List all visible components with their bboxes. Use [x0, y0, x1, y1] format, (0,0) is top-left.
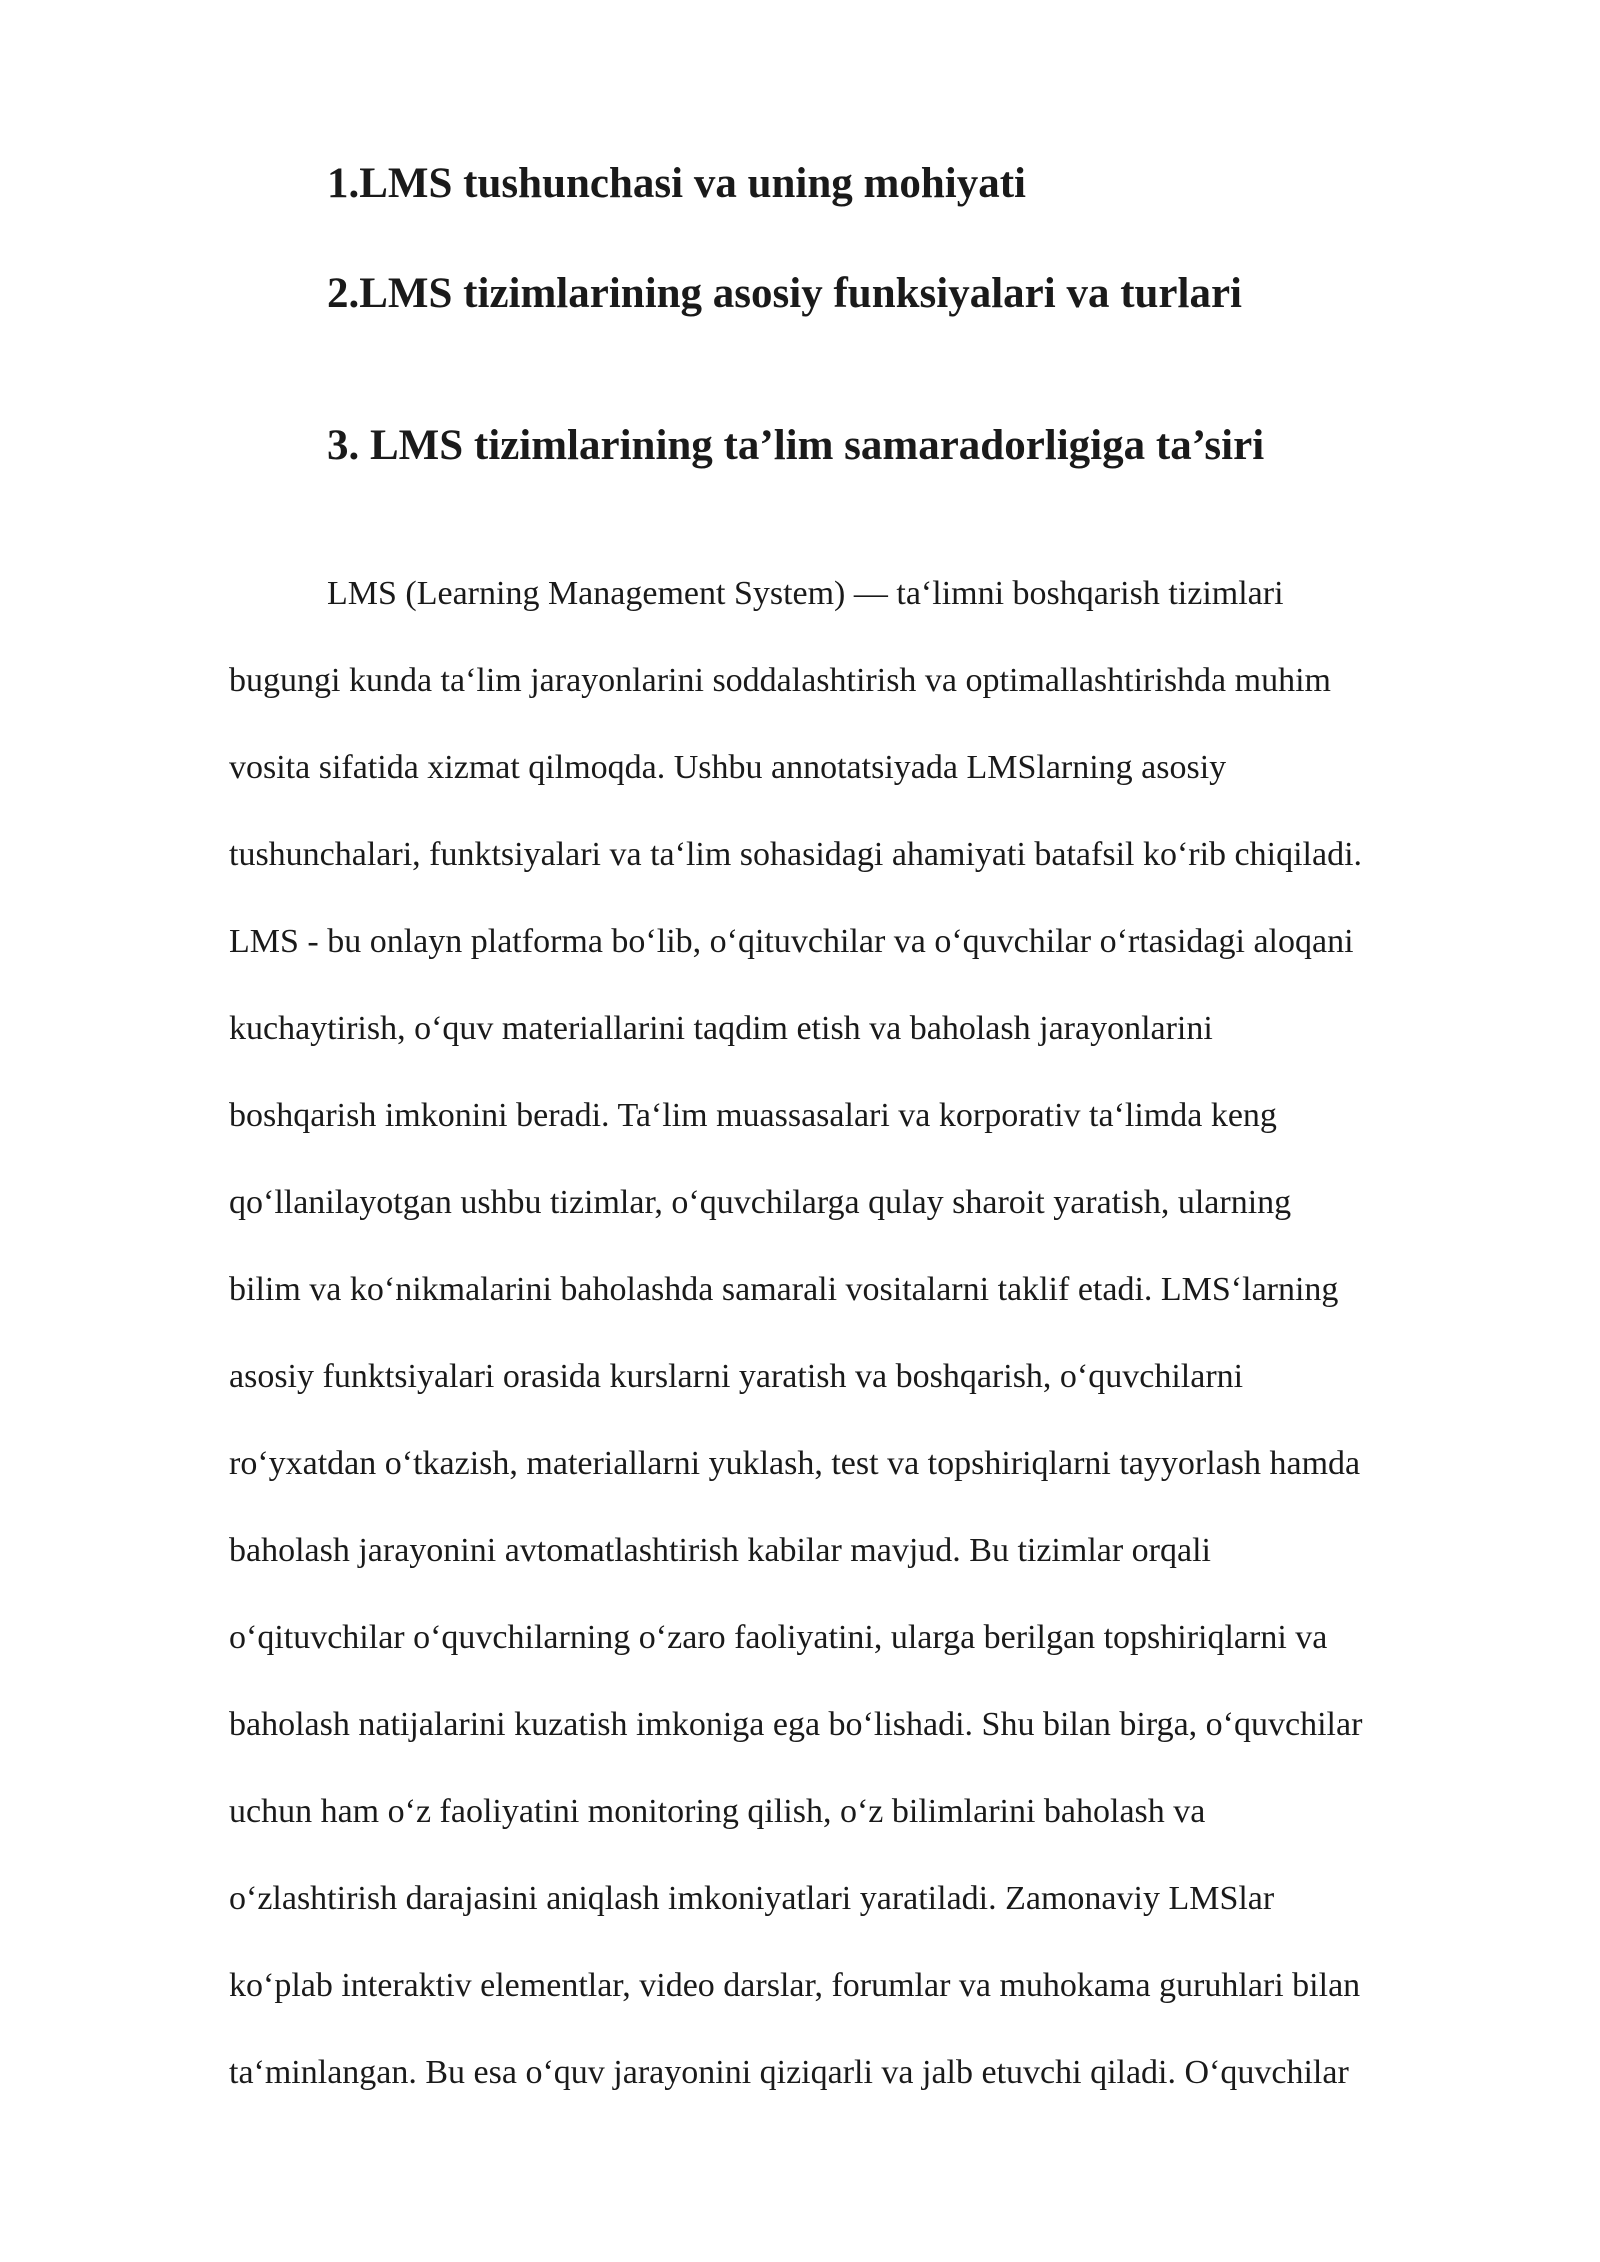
paragraph-line: baholash jarayonini avtomatlashtirish kabilar mavjud. Bu tizimlar orqali [229, 1532, 1211, 1569]
paragraph-line: LMS - bu onlayn platforma bo‘lib, o‘qituvchilar va o‘quvchilar o‘rtasidagi aloqani [229, 923, 1354, 960]
paragraph-line: kuchaytirish, o‘quv materiallarini taqdim etish va baholash jarayonlarini [229, 1010, 1213, 1047]
paragraph-line: LMS (Learning Management System) — ta‘limni boshqarish tizimlari [327, 575, 1284, 612]
heading-2: 2.LMS tizimlarining asosiy funksiyalari va turlari [327, 270, 1242, 317]
paragraph-line: ro‘yxatdan o‘tkazish, materiallarni yuklash, test va topshiriqlarni tayyorlash hamda [229, 1445, 1361, 1482]
paragraph-line: vosita sifatida xizmat qilmoqda. Ushbu annotatsiyada LMSlarning asosiy [229, 749, 1227, 786]
heading-3: 3. LMS tizimlarining ta’lim samaradorligiga ta’siri [327, 422, 1265, 469]
paragraph-line: bugungi kunda ta‘lim jarayonlarini soddalashtirish va optimallashtirishda muhim [229, 662, 1331, 699]
paragraph-line: tushunchalari, funktsiyalari va ta‘lim sohasidagi ahamiyati batafsil ko‘rib chiqiladi. [229, 836, 1363, 873]
paragraph-line: o‘qituvchilar o‘quvchilarning o‘zaro faoliyatini, ularga berilgan topshiriqlarni va [229, 1619, 1328, 1656]
paragraph-line: ta‘minlangan. Bu esa o‘quv jarayonini qiziqarli va jalb etuvchi qiladi. O‘quvchilar [229, 2054, 1349, 2091]
paragraph-line: uchun ham o‘z faoliyatini monitoring qilish, o‘z bilimlarini baholash va [229, 1793, 1206, 1830]
paragraph-line: o‘zlashtirish darajasini aniqlash imkoniyatlari yaratiladi. Zamonaviy LMSlar [229, 1880, 1275, 1917]
paragraph-line: bilim va ko‘nikmalarini baholashda samarali vositalarni taklif etadi. LMS‘larning [229, 1271, 1339, 1308]
paragraph-line: boshqarish imkonini beradi. Ta‘lim muassasalari va korporativ ta‘limda keng [229, 1097, 1277, 1134]
body-paragraph [229, 550, 1529, 2116]
paragraph-line: qo‘llanilayotgan ushbu tizimlar, o‘quvchilarga qulay sharoit yaratish, ularning [229, 1184, 1292, 1221]
paragraph-line: ko‘plab interaktiv elementlar, video darslar, forumlar va muhokama guruhlari bilan [229, 1967, 1361, 2004]
paragraph-line: baholash natijalarini kuzatish imkoniga ega bo‘lishadi. Shu bilan birga, o‘quvchilar [229, 1706, 1363, 1743]
heading-1: 1.LMS tushunchasi va uning mohiyati [327, 160, 1026, 207]
paragraph-line: asosiy funktsiyalari orasida kurslarni yaratish va boshqarish, o‘quvchilarni [229, 1358, 1244, 1395]
